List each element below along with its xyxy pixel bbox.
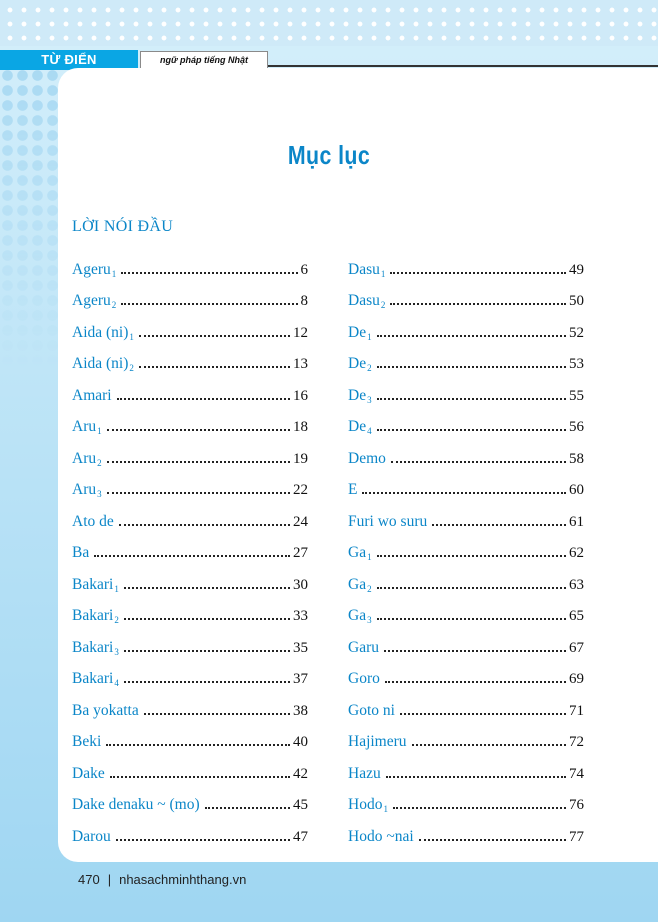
book-subtitle-label: ngữ pháp tiếng Nhật (140, 51, 268, 69)
toc-entry-name (348, 828, 414, 852)
toc-entry-subscript: 1 (129, 331, 134, 342)
toc-entry[interactable] (348, 820, 584, 852)
toc-entry-subscript: 1 (380, 268, 386, 279)
dot-leader (400, 712, 566, 715)
toc-entry-page-number: 60 (569, 482, 584, 498)
toc-entry-subscript: 4 (114, 678, 119, 688)
toc-entry-name (348, 418, 372, 442)
toc-entry-page-number: 24 (293, 513, 308, 530)
footer-separator: | (107, 872, 112, 887)
toc-entry-page-number: 8 (300, 293, 308, 309)
dot-leader (116, 838, 290, 841)
dotted-background-top (0, 0, 658, 46)
toc-entry[interactable] (72, 537, 308, 569)
toc-entry-label: Ageru (72, 292, 111, 309)
toc-entry-subscript: 3 (97, 489, 102, 499)
toc-entry-label: Garu (348, 638, 379, 656)
toc-entry-page-number: 13 (293, 356, 308, 372)
toc-entry-subscript: 2 (97, 457, 102, 468)
dot-leader (107, 428, 290, 431)
page-header (0, 50, 658, 68)
toc-entry[interactable] (72, 505, 308, 537)
header-rule (268, 65, 658, 67)
toc-entry[interactable] (348, 631, 584, 663)
toc-entry-page-number: 74 (569, 765, 584, 782)
toc-entry-name (348, 544, 372, 568)
dot-leader (144, 712, 290, 715)
toc-entry-name (72, 450, 102, 474)
toc-entry-name (72, 324, 134, 348)
toc-entry-name (348, 796, 388, 820)
toc-entry[interactable] (72, 600, 308, 632)
dot-leader (106, 743, 290, 746)
dot-leader (377, 397, 566, 400)
toc-entry-label: Furi wo suru (348, 512, 428, 530)
toc-entry-label: De (348, 323, 367, 341)
toc-entry-name (348, 355, 372, 379)
toc-entry-subscript: 1 (383, 804, 388, 814)
dot-leader (139, 334, 290, 337)
page-number: 470 (78, 872, 100, 887)
toc-entry-name (72, 576, 119, 600)
dot-leader (377, 365, 566, 368)
toc-entry-name (348, 481, 357, 505)
toc-entry-label: Ga (348, 607, 367, 624)
toc-entry-name (72, 261, 116, 285)
toc-entry[interactable] (348, 253, 584, 285)
toc-entry-name (348, 607, 372, 631)
toc-entry-page-number: 77 (569, 828, 584, 845)
dot-leader (393, 806, 566, 809)
toc-entry[interactable] (72, 757, 308, 789)
toc-entry-name (348, 765, 381, 789)
toc-entry-name (348, 670, 380, 694)
toc-entry-page-number: 42 (293, 765, 308, 782)
book-title-label: TỪ ĐIỂN (0, 50, 138, 70)
toc-entry-page-number: 49 (569, 261, 584, 278)
dot-leader (124, 680, 290, 683)
toc-entry-subscript: 2 (114, 615, 119, 625)
toc-entry-page-number: 52 (569, 324, 584, 341)
toc-entry[interactable] (72, 348, 308, 380)
dot-leader (419, 838, 566, 841)
toc-entry-page-number: 16 (293, 387, 308, 404)
toc-entry-name (72, 513, 114, 537)
toc-entry-name (348, 576, 372, 600)
toc-entry-name (348, 324, 372, 348)
toc-entry[interactable] (72, 789, 308, 821)
toc-entry[interactable] (72, 474, 308, 506)
toc-entry-label: Darou (72, 827, 111, 845)
dot-leader (119, 523, 290, 526)
toc-entry-name (72, 387, 112, 411)
dot-leader (121, 271, 297, 274)
toc-entry[interactable] (348, 694, 584, 726)
toc-entry-label: Bakari (72, 575, 114, 593)
toc-entry-name (72, 481, 102, 505)
toc-entry-name (72, 702, 139, 726)
dot-leader (391, 460, 566, 463)
dot-leader (121, 302, 297, 305)
toc-entry-page-number: 65 (569, 608, 584, 624)
toc-entry-label: Dake denaku ~ (mo) (72, 796, 200, 813)
toc-entry-subscript: 2 (380, 300, 386, 310)
toc-entry-page-number: 56 (569, 419, 584, 435)
publisher-website: nhasachminhthang.vn (119, 872, 247, 887)
toc-entry-label: Aru (72, 481, 97, 498)
dot-leader (377, 334, 566, 337)
toc-entry[interactable] (72, 726, 308, 758)
toc-entry[interactable] (348, 726, 584, 758)
toc-entry-subscript: 2 (111, 300, 117, 310)
dot-leader (205, 806, 290, 809)
toc-entry[interactable] (348, 757, 584, 789)
toc-entry-label: Bakari (72, 607, 114, 624)
toc-entry-name (348, 261, 385, 285)
toc-entry-subscript: 3 (114, 646, 119, 657)
toc-entry-label: Goto ni (348, 701, 395, 719)
toc-entry-label: Dake (72, 764, 105, 782)
toc-entry-name (72, 828, 111, 852)
dot-leader (377, 554, 566, 557)
toc-entry[interactable] (348, 663, 584, 695)
toc-entry-subscript: 3 (367, 615, 372, 625)
toc-entry[interactable] (72, 285, 308, 317)
toc-entry[interactable] (72, 663, 308, 695)
toc-entry-page-number: 53 (569, 356, 584, 372)
toc-entry-label: Ga (348, 575, 367, 593)
toc-entry-label: Aida (ni) (72, 323, 129, 341)
dot-leader (390, 302, 566, 305)
toc-entry[interactable] (348, 474, 584, 506)
toc-entry-page-number: 47 (293, 828, 308, 845)
toc-entry[interactable] (72, 694, 308, 726)
toc-entry-name (348, 450, 386, 474)
toc-entry-page-number: 18 (293, 419, 308, 435)
toc-entry-label: De (348, 386, 367, 404)
dot-leader (412, 743, 566, 746)
page-title: Mục lục (287, 140, 371, 170)
dot-leader (390, 271, 566, 274)
toc-entry-page-number: 63 (569, 576, 584, 593)
toc-entry-page-number: 35 (293, 639, 308, 656)
toc-entry-label: Ba (72, 544, 90, 561)
toc-entry-subscript: 1 (97, 426, 102, 436)
toc-entry[interactable] (348, 505, 584, 537)
dot-leader (377, 617, 566, 620)
toc-entry-name (72, 607, 119, 631)
toc-column-left (72, 253, 308, 852)
toc-entry-page-number: 58 (569, 450, 584, 467)
toc-entry-subscript: 4 (367, 426, 372, 436)
toc-entry-subscript: 2 (129, 363, 134, 373)
dot-leader (107, 460, 290, 463)
toc-entry-name (72, 639, 119, 663)
toc-entry-page-number: 71 (569, 702, 584, 719)
toc-entry-page-number: 72 (569, 734, 584, 750)
toc-entry-subscript: 1 (111, 268, 117, 279)
dot-leader (124, 586, 290, 589)
toc-entry-name (72, 733, 101, 757)
toc-entry-page-number: 76 (569, 797, 584, 813)
toc-entry-page-number: 30 (293, 576, 308, 593)
toc-entry-name (72, 418, 102, 442)
toc-entry-label: Ga (348, 544, 367, 561)
toc-entry[interactable] (348, 537, 584, 569)
toc-entry-page-number: 45 (293, 797, 308, 813)
toc-entry[interactable] (348, 789, 584, 821)
toc-entry[interactable] (348, 348, 584, 380)
dot-leader (377, 428, 566, 431)
dot-leader (377, 586, 566, 589)
toc-entry[interactable] (72, 820, 308, 852)
toc-entry-name (72, 544, 89, 568)
toc-entry[interactable] (348, 442, 584, 474)
toc-entry-page-number: 22 (293, 482, 308, 498)
toc-entry-name (72, 796, 200, 820)
toc-entry-label: Hazu (348, 764, 381, 782)
toc-entry-page-number: 50 (569, 293, 584, 309)
toc-entry-subscript: 1 (114, 583, 119, 594)
toc-entry-label: Hajimeru (348, 733, 407, 750)
dotted-background-left (0, 68, 60, 368)
toc-entry-label: Ageru (72, 260, 111, 278)
toc-entry-label: Dasu (348, 260, 380, 278)
toc-entry[interactable] (348, 411, 584, 443)
toc-entry-label: Ato de (72, 512, 114, 530)
toc-entry-page-number: 61 (569, 513, 584, 530)
toc-entry[interactable] (72, 253, 308, 285)
toc-entry[interactable] (348, 316, 584, 348)
toc-entry-label: Aru (72, 449, 97, 467)
toc-entry[interactable] (348, 600, 584, 632)
toc-entry-subscript: 2 (367, 363, 372, 373)
toc-entry-label: Bakari (72, 670, 114, 687)
toc-entry-label: Aru (72, 418, 97, 435)
toc-entry-label: Bakari (72, 638, 114, 656)
toc-entry-page-number: 62 (569, 545, 584, 561)
toc-entry[interactable] (348, 379, 584, 411)
toc-entry-subscript: 1 (367, 552, 372, 562)
toc-entry-page-number: 33 (293, 608, 308, 624)
dot-leader (124, 649, 290, 652)
toc-entry[interactable] (72, 442, 308, 474)
dot-leader (384, 649, 566, 652)
toc-entry-subscript: 2 (367, 583, 372, 594)
toc-entry-label: Hodo (348, 796, 383, 813)
toc-entry-label: Aida (ni) (72, 355, 129, 372)
dot-leader (386, 775, 566, 778)
toc-entry-name (348, 733, 407, 757)
toc-entry-preface[interactable]: LỜI NÓI ĐẦU (72, 218, 174, 235)
toc-entry-label: De (348, 355, 367, 372)
toc-entry-name (72, 355, 134, 379)
toc-entry-label: Dasu (348, 292, 380, 309)
toc-entry-page-number: 69 (569, 671, 584, 687)
toc-entry[interactable] (72, 568, 308, 600)
toc-entry-page-number: 27 (293, 545, 308, 561)
toc-entry-name (72, 670, 119, 694)
toc-entry-name (72, 765, 105, 789)
toc-entry-label: Amari (72, 386, 112, 404)
toc-column-right (348, 253, 584, 852)
toc-entry-subscript: 3 (367, 394, 372, 405)
toc-entry-name (348, 513, 427, 537)
dot-leader (107, 491, 290, 494)
toc-entry-subscript: 1 (367, 331, 372, 342)
toc-entry-label: Demo (348, 449, 386, 467)
toc-entry[interactable] (72, 411, 308, 443)
toc-entry-label: Beki (72, 733, 102, 750)
dot-leader (139, 365, 290, 368)
dot-leader (385, 680, 566, 683)
toc-entry[interactable] (348, 568, 584, 600)
page-footer (78, 872, 246, 887)
toc-entry-label: De (348, 418, 367, 435)
dot-leader (117, 397, 290, 400)
toc-entry-name (348, 387, 372, 411)
toc-entry-page-number: 67 (569, 639, 584, 656)
toc-entry-page-number: 19 (293, 450, 308, 467)
toc-entry[interactable] (348, 285, 584, 317)
toc-entry-page-number: 40 (293, 734, 308, 750)
dot-leader (110, 775, 290, 778)
toc-entry-page-number: 6 (300, 261, 308, 278)
toc-entry-name (72, 292, 116, 316)
toc-entry-page-number: 38 (293, 702, 308, 719)
toc-entry-page-number: 37 (293, 671, 308, 687)
toc-entry-page-number: 55 (569, 387, 584, 404)
toc-entry[interactable] (72, 631, 308, 663)
dot-leader (124, 617, 290, 620)
toc-entry-label: Hodo ~nai (348, 827, 414, 845)
toc-entry[interactable] (72, 379, 308, 411)
toc-entry-page-number: 12 (293, 324, 308, 341)
toc-entry[interactable] (72, 316, 308, 348)
dot-leader (94, 554, 290, 557)
toc-entry-name (348, 292, 385, 316)
dot-leader (362, 491, 566, 494)
toc-entry-label: Goro (348, 670, 380, 687)
toc-entry-label: Ba yokatta (72, 701, 139, 719)
toc-entry-name (348, 639, 379, 663)
dot-leader (432, 523, 566, 526)
toc-entry-name (348, 702, 395, 726)
toc-entry-label: E (348, 481, 358, 498)
